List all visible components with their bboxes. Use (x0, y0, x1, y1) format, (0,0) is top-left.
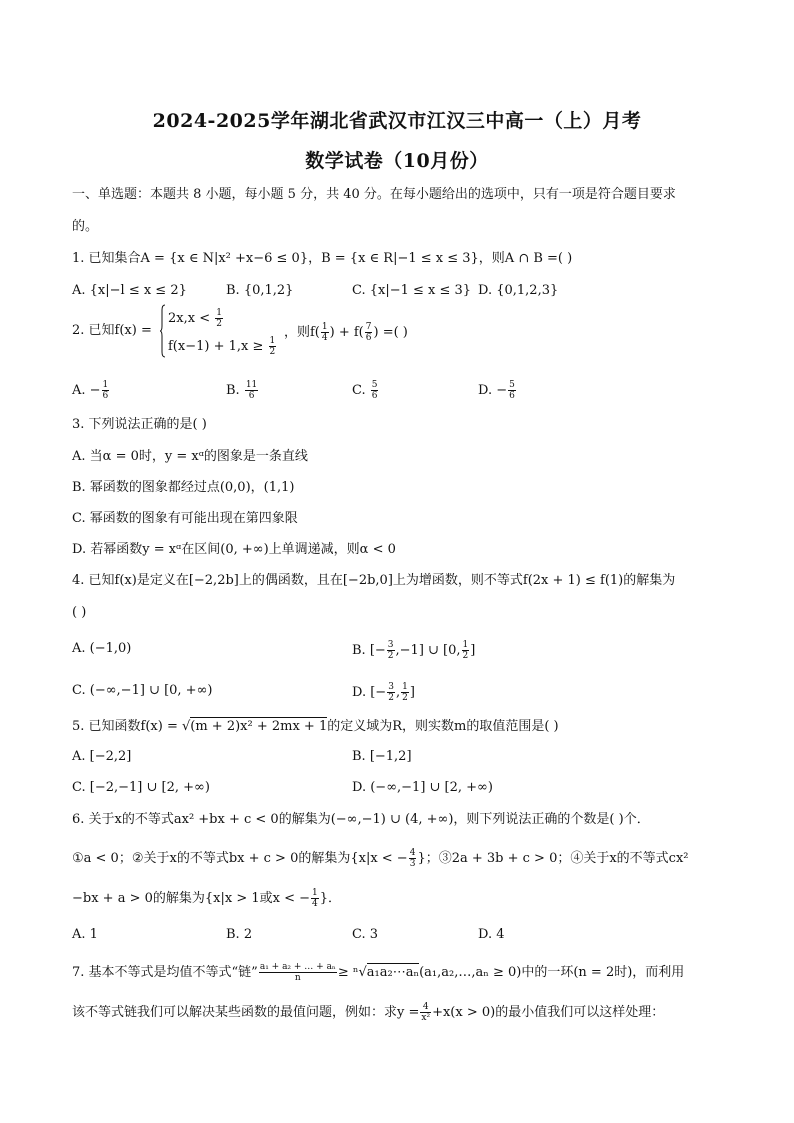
q2-case1: 2x,x < $\frac{1}{2}$ (168, 308, 222, 329)
q2-case1-fraction: $\frac{1}{2}$ (216, 308, 222, 329)
q2-option-d: D. − $\frac{5}{6}$ (478, 380, 515, 401)
q2-case2: f(x−1) + 1,x ≥ $\frac{1}{2}$ (168, 336, 276, 357)
q5-option-d: D. (−∞,−1] ∪ [2, +∞) (352, 780, 493, 795)
q6-statements: ①a < 0；②关于x的不等式bx + c > 0的解集为{x|x < − $\frac{4}{3}$ }；③2a + 3b + c > 0；④关于x的不等式cx² (72, 848, 689, 869)
q3-stem: 3. 下列说法正确的是( ) (72, 417, 207, 432)
q6-option-c: C. 3 (352, 927, 379, 942)
section-intro-cont: 的。 (72, 219, 99, 234)
q6-option-a: A. 1 (72, 927, 98, 942)
q2-brace (160, 304, 166, 358)
q2-option-b: B. $\frac{11}{6}$ (226, 380, 258, 401)
q3-option-c: C. 幂函数的图象有可能出现在第四象限 (72, 511, 298, 526)
q2-suffix: ，则f( $\frac{1}{4}$ ) + f( $\frac{7}{6}$ ) =( ) (284, 322, 408, 343)
q4-stem: 4. 已知f(x)是定义在[−2,2b]上的偶函数，且在[−2b,0]上为增函数，则不等式f(2x + 1) ≤ f(1)的解集为 (72, 573, 676, 588)
q1-option-c: C. {x|−1 ≤ x ≤ 3} (352, 283, 472, 298)
q7-stem-cont: 该不等式链我们可以解决某些函数的最值问题，例如：求y = $\frac{4}{\text{x²}}$ +x(x > 0)的最小值我们可以这样处理： (72, 1002, 665, 1023)
q4-option-a: A. (−1,0) (72, 641, 132, 656)
q5-stem: 5. 已知函数f(x) = √(m + 2)x² + 2mx + 1的定义域为R，则实数m的取值范围是( ) (72, 719, 559, 734)
q1-stem: 1. 已知集合A = {x ∈ N|x² +x−6 ≤ 0}，B = {x ∈ R|−1 ≤ x ≤ 3}，则A ∩ B =( ) (72, 251, 573, 266)
q4-option-b: B. [− $\frac{3}{2}$ ,−1] ∪ [0, $\frac{1}{2}$ ] (352, 640, 476, 661)
q1-option-d: D. {0,1,2,3} (478, 283, 559, 298)
q1-option-b: B. {0,1,2} (226, 283, 294, 298)
section-intro: 一、单选题：本题共 8 小题，每小题 5 分，共 40 分。在每小题给出的选项中，只有一项是符合题目要求 (72, 187, 676, 202)
q5-option-b: B. [−1,2] (352, 749, 412, 764)
q3-option-b: B. 幂函数的图象都经过点(0,0)，(1,1) (72, 480, 295, 495)
q6-option-b: B. 2 (226, 927, 253, 942)
q2-option-c: C. $\frac{5}{6}$ (352, 380, 378, 401)
q6-statements-cont: −bx + a > 0的解集为{x|x > 1或x < − $\frac{1}{4}$ }． (72, 888, 342, 909)
exam-title: 2024-2025学年湖北省武汉市江汉三中高一（上）月考 (152, 110, 642, 132)
q5-option-c: C. [−2,−1] ∪ [2, +∞) (72, 780, 210, 795)
q2-case2-fraction: $\frac{1}{2}$ (269, 336, 276, 357)
q4-stem-cont: ( ) (72, 605, 87, 620)
q2-option-a: A. − $\frac{1}{6}$ (72, 380, 109, 401)
q6-stem: 6. 关于x的不等式ax² +bx + c < 0的解集为(−∞,−1) ∪ (4, +∞)，则下列说法正确的个数是( )个． (72, 812, 650, 827)
q4-option-c: C. (−∞,−1] ∪ [0, +∞) (72, 683, 213, 698)
q3-option-a: A. 当α = 0时，y = xᵅ的图象是一条直线 (72, 449, 308, 464)
exam-subtitle: 数学试卷（10月份） (305, 150, 489, 172)
q7-stem: 7. 基本不等式是均值不等式“链” $\frac{\text{a₁ + a₂ + … + aₙ}}{n}$ ≥ ⁿ√a₁a₂⋯aₙ(a₁,a₂,…,aₙ ≥ 0)中的一环(n = 2时)，而利用 (72, 962, 685, 983)
q5-option-a: A. [−2,2] (72, 749, 132, 764)
q2-prefix: 2. 已知f(x) = (72, 323, 152, 338)
q4-option-d: D. [− $\frac{3}{2}$ , $\frac{1}{2}$ ] (352, 682, 415, 703)
q3-option-d: D. 若幂函数y = xᵅ在区间(0, +∞)上单调递减，则α < 0 (72, 542, 396, 557)
q1-option-a: A. {x|−l ≤ x ≤ 2} (72, 283, 187, 298)
q6-option-d: D. 4 (478, 927, 505, 942)
